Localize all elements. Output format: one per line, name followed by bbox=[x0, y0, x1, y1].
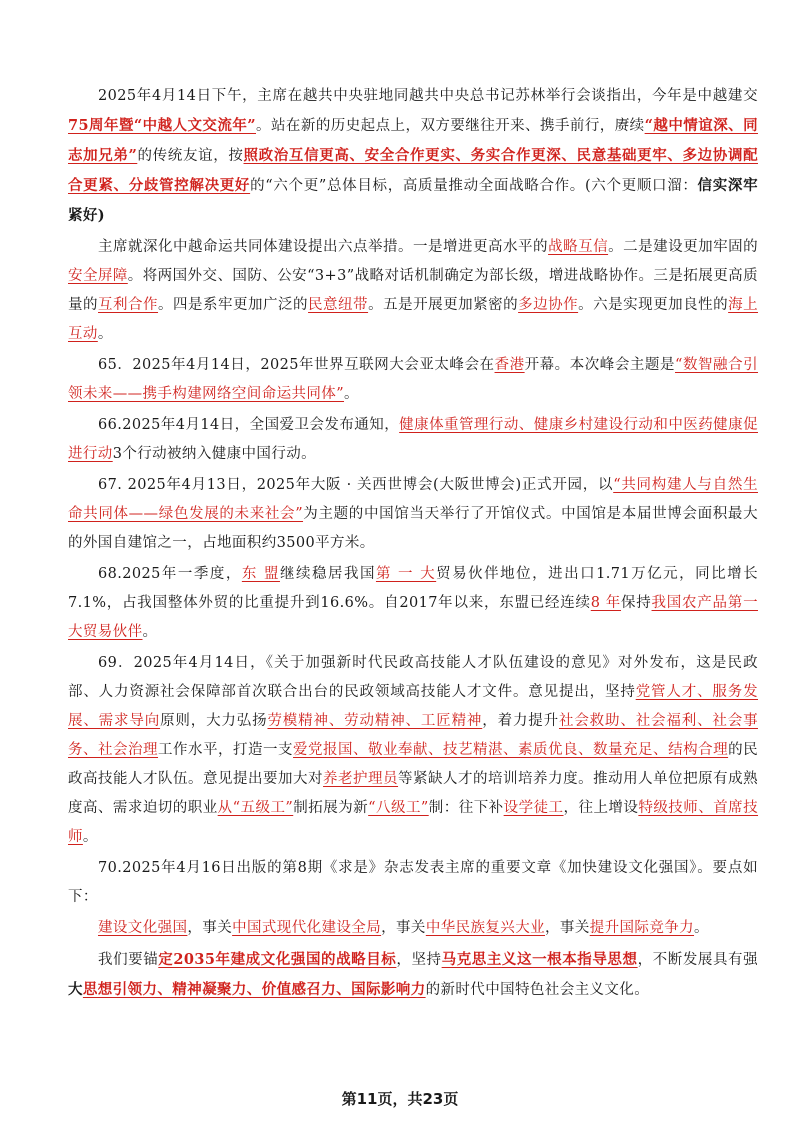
text-run: 原则，大力弘扬 bbox=[160, 713, 268, 729]
highlight-text: 马克思主义这一根本指导思想 bbox=[441, 951, 638, 968]
highlight-text: 建设文化强国 bbox=[98, 920, 188, 936]
para-67 bbox=[68, 471, 758, 558]
text-run: 的民政高技能人才队伍。意见提出要加大对 bbox=[68, 742, 758, 787]
text-run: 。 bbox=[694, 920, 709, 936]
highlight-text: 劳模精神、劳动精神、工匠精神 bbox=[267, 713, 483, 729]
highlight-text: 社会救助、社会福利、社会事务、社会治理 bbox=[68, 713, 758, 758]
text-run: 继续稳居我国 bbox=[279, 566, 376, 582]
para-70-points bbox=[68, 914, 758, 943]
text-run: 。站在新的历史起点上，双方要继往开来、携手前行，赓续 bbox=[256, 118, 645, 134]
highlight-text: 东 盟 bbox=[241, 566, 280, 582]
text-run: ，不断发展具有强 bbox=[637, 952, 759, 968]
highlight-text: “越中情谊深、同志加兄弟” bbox=[68, 117, 758, 164]
para-68 bbox=[68, 560, 758, 647]
text-run: 。 bbox=[142, 624, 158, 640]
document-body bbox=[68, 82, 758, 1007]
text-run: 等紧缺人才的培训培养力度。推动用人单位把原有成熟度高、需求迫切的职业 bbox=[68, 771, 758, 816]
text-run: 开幕。本次峰会主题是 bbox=[524, 357, 675, 373]
highlight-text: 设学徒工 bbox=[503, 800, 564, 816]
highlight-text: 健康体重管理行动、健康乡村建设行动和中医药健康促进行动 bbox=[68, 417, 758, 462]
text-run: 。 bbox=[97, 326, 113, 342]
highlight-text: 多边协作 bbox=[518, 297, 579, 313]
highlight-text: 提升国际竞争力 bbox=[589, 920, 695, 936]
text-run: 66.2025年4月14日，全国爱卫会发布通知， bbox=[98, 417, 400, 433]
para-70 bbox=[68, 854, 758, 912]
highlight-text: 特级技师、首席技师 bbox=[68, 800, 759, 845]
text-run: 69．2025年4月14日，《关于加强新时代民政高技能人才队伍建设的意见》对外发布，这是民政部、人力资源社会保障部首次联合出台的民政领域高技能人才文件。意见提出，坚持 bbox=[68, 655, 758, 700]
highlight-text: 第 一 大 bbox=[375, 566, 437, 582]
text-run: 。将两国外交、国防、公安“3+3”战略对话机制确定为部长级，增进战略协作。三是拓展更高质量的 bbox=[68, 268, 758, 313]
para-69 bbox=[68, 649, 758, 852]
text-run: 68.2025年一季度， bbox=[98, 566, 242, 582]
text-run: 65．2025年4月14日，2025年世界互联网大会亚太峰会在 bbox=[98, 357, 495, 373]
text-run: 为主题的中国馆当天举行了开馆仪式。中国馆是本届世博会面积最大的外国自建馆之一，占地面积约3500平方米。 bbox=[68, 506, 758, 551]
text-run: ，事关 bbox=[187, 920, 233, 936]
highlight-text: 照政治互信更高、安全合作更实、务实合作更深、民意基础更牢、多边协调配合更紧、分歧管控解决更好 bbox=[68, 147, 758, 194]
text-run: 我们要锚 bbox=[98, 952, 159, 968]
text-run: ，坚持 bbox=[396, 952, 442, 968]
highlight-text: 思想引领力、精神凝聚力、价值感召力、国际影响力 bbox=[82, 981, 426, 998]
highlight-text: 安全屏障 bbox=[68, 268, 128, 284]
highlight-text: 海上互动 bbox=[68, 297, 759, 342]
highlight-text: 香港 bbox=[494, 357, 525, 373]
para-intro bbox=[68, 82, 758, 231]
text-run: 主席就深化中越命运共同体建设提出六点举措。一是增进更高水平的 bbox=[98, 239, 549, 255]
para-65 bbox=[68, 351, 758, 409]
highlight-text: 中国式现代化建设全局 bbox=[232, 920, 382, 936]
page-footer: 第11页，共23页 bbox=[341, 1090, 459, 1108]
highlight-text: 定2035年建成文化强国的战略目标 bbox=[158, 951, 397, 968]
text-run: 。四是系牢更加广泛的 bbox=[158, 297, 309, 313]
highlight-text: “共同构建人与自然生命共同体——绿色发展的未来社会” bbox=[68, 477, 758, 522]
text-run: 。 bbox=[82, 829, 98, 845]
highlight-text: 战略互信 bbox=[548, 239, 609, 255]
highlight-text: 养老护理员 bbox=[323, 771, 399, 787]
text-run: 70.2025年4月16日出版的第8期《求是》杂志发表主席的重要文章《加快建设文化强国》。要点如下： bbox=[68, 860, 758, 905]
highlight-text: 爱党报国、敬业奉献、技艺精湛、素质优良、数量充足、结构合理 bbox=[293, 742, 729, 758]
text-run: 。六是实现更加良性的 bbox=[578, 297, 729, 313]
text-run: 制：往下补 bbox=[428, 800, 504, 816]
text-run: 。五是开展更加紧密的 bbox=[368, 297, 519, 313]
highlight-text: 党管人才、服务发展、需求导向 bbox=[68, 684, 759, 729]
text-run: 信实深牢紧好) bbox=[68, 177, 758, 224]
highlight-text: 中华民族复兴大业 bbox=[425, 920, 546, 936]
highlight-text: “数智融合引领未来——携手构建网络空间命运共同体” bbox=[68, 357, 759, 402]
highlight-text: 从“五级工” bbox=[217, 800, 294, 816]
highlight-text: 民意纽带 bbox=[308, 297, 369, 313]
highlight-text: 我国农产品第一大贸易伙伴 bbox=[68, 595, 758, 640]
para-70-goal bbox=[68, 945, 758, 1005]
text-run: 保持 bbox=[621, 595, 652, 611]
text-run: 2025年4月14日下午，主席在越共中央驻地同越共中央总书记苏林举行会谈指出，今年是中越建交 bbox=[98, 88, 758, 104]
text-run: 贸易伙伴地位，进出口1.71万亿元，同比增长7.1%，占我国整体外贸的比重提升到16.6%。自2017年以来，东盟已经连续 bbox=[68, 566, 759, 611]
highlight-text: 75周年暨“中越人文交流年” bbox=[68, 117, 256, 134]
text-run: 。 bbox=[344, 386, 359, 402]
text-run: 3个行动被纳入健康中国行动。 bbox=[112, 446, 317, 462]
highlight-text: 8 年 bbox=[590, 595, 622, 611]
text-run: 的新时代中国特色社会主义文化。 bbox=[425, 982, 650, 998]
highlight-text: “八级工” bbox=[368, 800, 429, 816]
text-run: ，往上增设 bbox=[563, 800, 639, 816]
text-run: 大 bbox=[68, 981, 83, 998]
text-run: ，着力提升 bbox=[482, 713, 559, 729]
highlight-text: 互利合作 bbox=[98, 297, 159, 313]
text-run: 制拓展为新 bbox=[293, 800, 369, 816]
text-run: ，事关 bbox=[545, 920, 590, 936]
text-run: ，事关 bbox=[381, 920, 426, 936]
text-run: 的传统友谊，按 bbox=[137, 148, 244, 164]
text-run: 67. 2025年4月13日，2025年大阪 · 关西世博会(大阪世博会)正式开园，以 bbox=[98, 477, 614, 493]
text-run: 工作水平，打造一支 bbox=[158, 742, 294, 758]
text-run: 的“六个更”总体目标，高质量推动全面战略合作。(六个更顺口溜： bbox=[250, 178, 698, 194]
para-six-points bbox=[68, 233, 758, 349]
para-66 bbox=[68, 411, 758, 469]
text-run: 。二是建设更加牢固的 bbox=[608, 239, 758, 255]
